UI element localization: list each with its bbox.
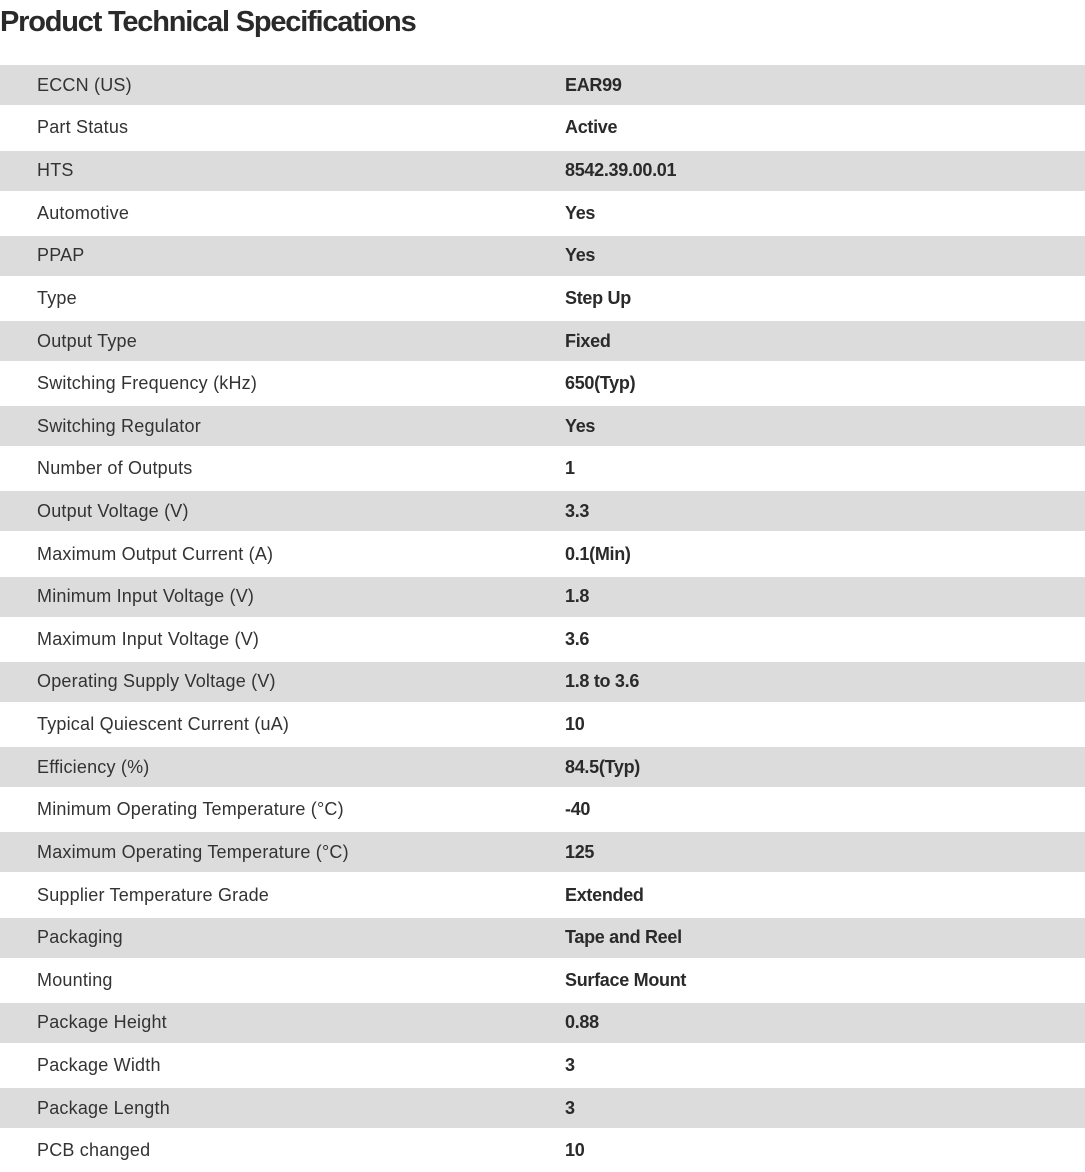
spec-name: Typical Quiescent Current (uA)	[37, 714, 290, 735]
spec-value: Step Up	[565, 287, 631, 308]
spec-value: 650(Typ)	[565, 373, 636, 394]
spec-value: 3	[565, 1054, 575, 1075]
spec-row	[0, 151, 1085, 191]
spec-name: Minimum Operating Temperature (°C)	[37, 799, 344, 820]
spec-name: PCB changed	[37, 1140, 151, 1161]
spec-value: Fixed	[565, 330, 611, 351]
spec-value: 3	[565, 1097, 575, 1118]
spec-name: Package Height	[37, 1012, 167, 1033]
spec-row	[0, 662, 1085, 702]
spec-row	[0, 959, 1085, 1002]
spec-row	[0, 1003, 1085, 1043]
spec-value: 3.6	[565, 628, 590, 649]
spec-name: Switching Frequency (kHz)	[37, 373, 258, 394]
spec-name: HTS	[37, 160, 74, 181]
spec-value: 0.1(Min)	[565, 543, 631, 564]
spec-value: 84.5(Typ)	[565, 756, 640, 777]
spec-row	[0, 874, 1085, 917]
spec-row	[0, 362, 1085, 405]
spec-name: Number of Outputs	[37, 458, 193, 479]
spec-row	[0, 406, 1085, 446]
spec-row	[0, 107, 1085, 150]
spec-name: Package Width	[37, 1054, 161, 1075]
spec-row	[0, 448, 1085, 491]
spec-row	[0, 321, 1085, 361]
spec-row	[0, 1129, 1085, 1172]
spec-name: ECCN (US)	[37, 74, 132, 95]
spec-row	[0, 577, 1085, 617]
spec-name: Type	[37, 287, 77, 308]
spec-name: Output Voltage (V)	[37, 500, 189, 521]
spec-name: Minimum Input Voltage (V)	[37, 586, 255, 607]
spec-name: Package Length	[37, 1097, 170, 1118]
spec-row	[0, 1044, 1085, 1087]
spec-row	[0, 192, 1085, 235]
spec-value: 1.8 to 3.6	[565, 671, 640, 692]
spec-value: Yes	[565, 415, 596, 436]
spec-name: Maximum Input Voltage (V)	[37, 628, 260, 649]
spec-value: Tape and Reel	[565, 927, 682, 948]
spec-row	[0, 788, 1085, 831]
spec-value: 8542.39.00.01	[565, 160, 677, 181]
spec-name: Switching Regulator	[37, 415, 201, 436]
spec-row	[0, 277, 1085, 320]
spec-row	[0, 618, 1085, 661]
spec-name: Maximum Operating Temperature (°C)	[37, 841, 349, 862]
spec-row	[0, 65, 1085, 105]
spec-value: Yes	[565, 245, 596, 266]
spec-value: Yes	[565, 202, 596, 223]
spec-value: 10	[565, 714, 585, 735]
spec-row	[0, 533, 1085, 576]
spec-name: Operating Supply Voltage (V)	[37, 671, 276, 692]
spec-row	[0, 236, 1085, 276]
spec-name: Packaging	[37, 927, 123, 948]
spec-name: Mounting	[37, 969, 113, 990]
spec-value: 10	[565, 1140, 585, 1161]
spec-value: 0.88	[565, 1012, 599, 1033]
spec-name: Maximum Output Current (A)	[37, 543, 274, 564]
spec-row	[0, 747, 1085, 787]
spec-value: 1	[565, 458, 575, 479]
spec-name: PPAP	[37, 245, 85, 266]
spec-name: Automotive	[37, 202, 130, 223]
spec-value: Surface Mount	[565, 969, 687, 990]
spec-value: -40	[565, 799, 591, 820]
spec-name: Supplier Temperature Grade	[37, 884, 269, 905]
spec-value: 1.8	[565, 586, 590, 607]
spec-row	[0, 703, 1085, 746]
spec-value: Extended	[565, 884, 644, 905]
spec-row	[0, 832, 1085, 872]
spec-row	[0, 491, 1085, 531]
page-title: Product Technical Specifications	[0, 6, 416, 38]
spec-table	[0, 64, 1085, 1172]
spec-row	[0, 1088, 1085, 1128]
spec-value: 125	[565, 841, 595, 862]
spec-name: Efficiency (%)	[37, 756, 150, 777]
spec-name: Part Status	[37, 117, 129, 138]
spec-row	[0, 918, 1085, 958]
spec-value: EAR99	[565, 74, 622, 95]
spec-name: Output Type	[37, 330, 137, 351]
spec-value: Active	[565, 117, 618, 138]
spec-value: 3.3	[565, 500, 590, 521]
